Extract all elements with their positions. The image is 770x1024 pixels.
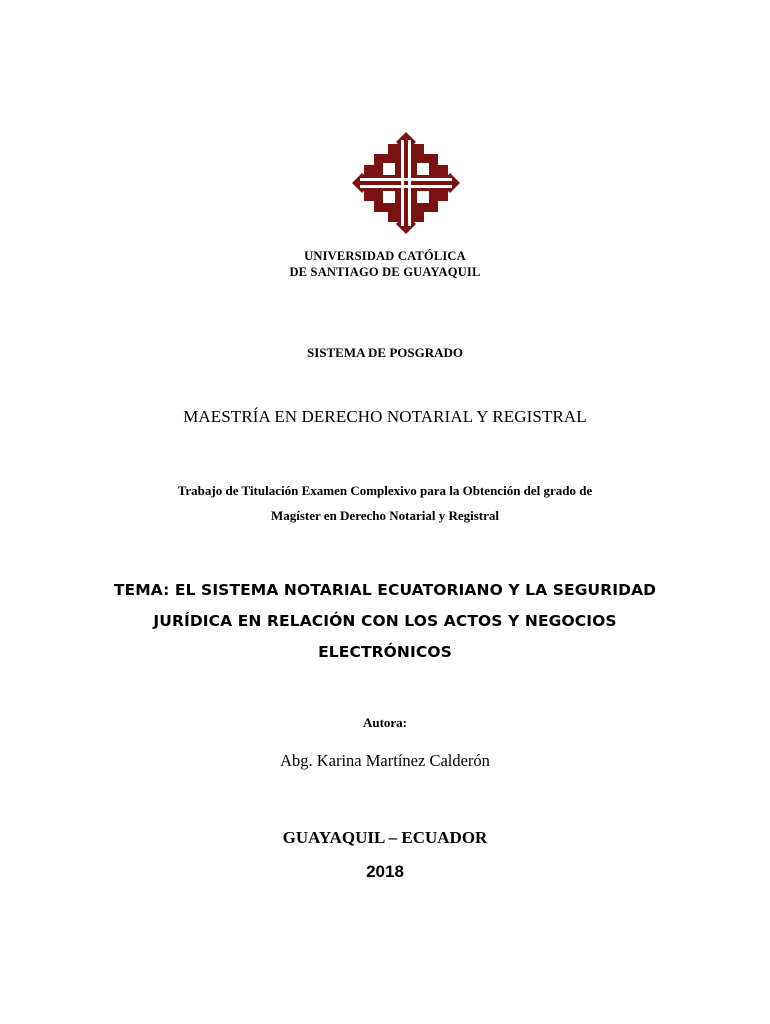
university-cross-emblem-icon xyxy=(350,130,462,236)
thesis-topic-line-1: TEMA: EL SISTEMA NOTARIAL ECUATORIANO Y LA SEGURIDAD xyxy=(113,581,657,599)
work-description-line-2: Magíster en Derecho Notarial y Registral xyxy=(270,508,500,523)
author-label: Autora: xyxy=(362,715,408,730)
system-name: SISTEMA DE POSGRADO xyxy=(306,345,464,360)
work-description xyxy=(0,478,770,528)
city-country: GUAYAQUIL – ECUADOR xyxy=(282,828,488,847)
university-name-line-2: DE SANTIAGO DE GUAYAQUIL xyxy=(289,265,481,279)
thesis-topic-line-2: JURÍDICA EN RELACIÓN CON LOS ACTOS Y NEGOCIOS xyxy=(153,612,617,630)
university-name xyxy=(0,248,770,280)
thesis-topic-line-3: ELECTRÓNICOS xyxy=(318,643,452,661)
work-description-line-1: Trabajo de Titulación Examen Complexivo para la Obtención del grado de xyxy=(177,483,593,498)
program-title: MAESTRÍA EN DERECHO NOTARIAL Y REGISTRAL xyxy=(183,407,587,426)
thesis-topic xyxy=(0,575,770,668)
year: 2018 xyxy=(366,862,404,881)
author-name: Abg. Karina Martínez Calderón xyxy=(280,751,490,770)
university-name-line-1: UNIVERSIDAD CATÓLICA xyxy=(304,249,466,263)
